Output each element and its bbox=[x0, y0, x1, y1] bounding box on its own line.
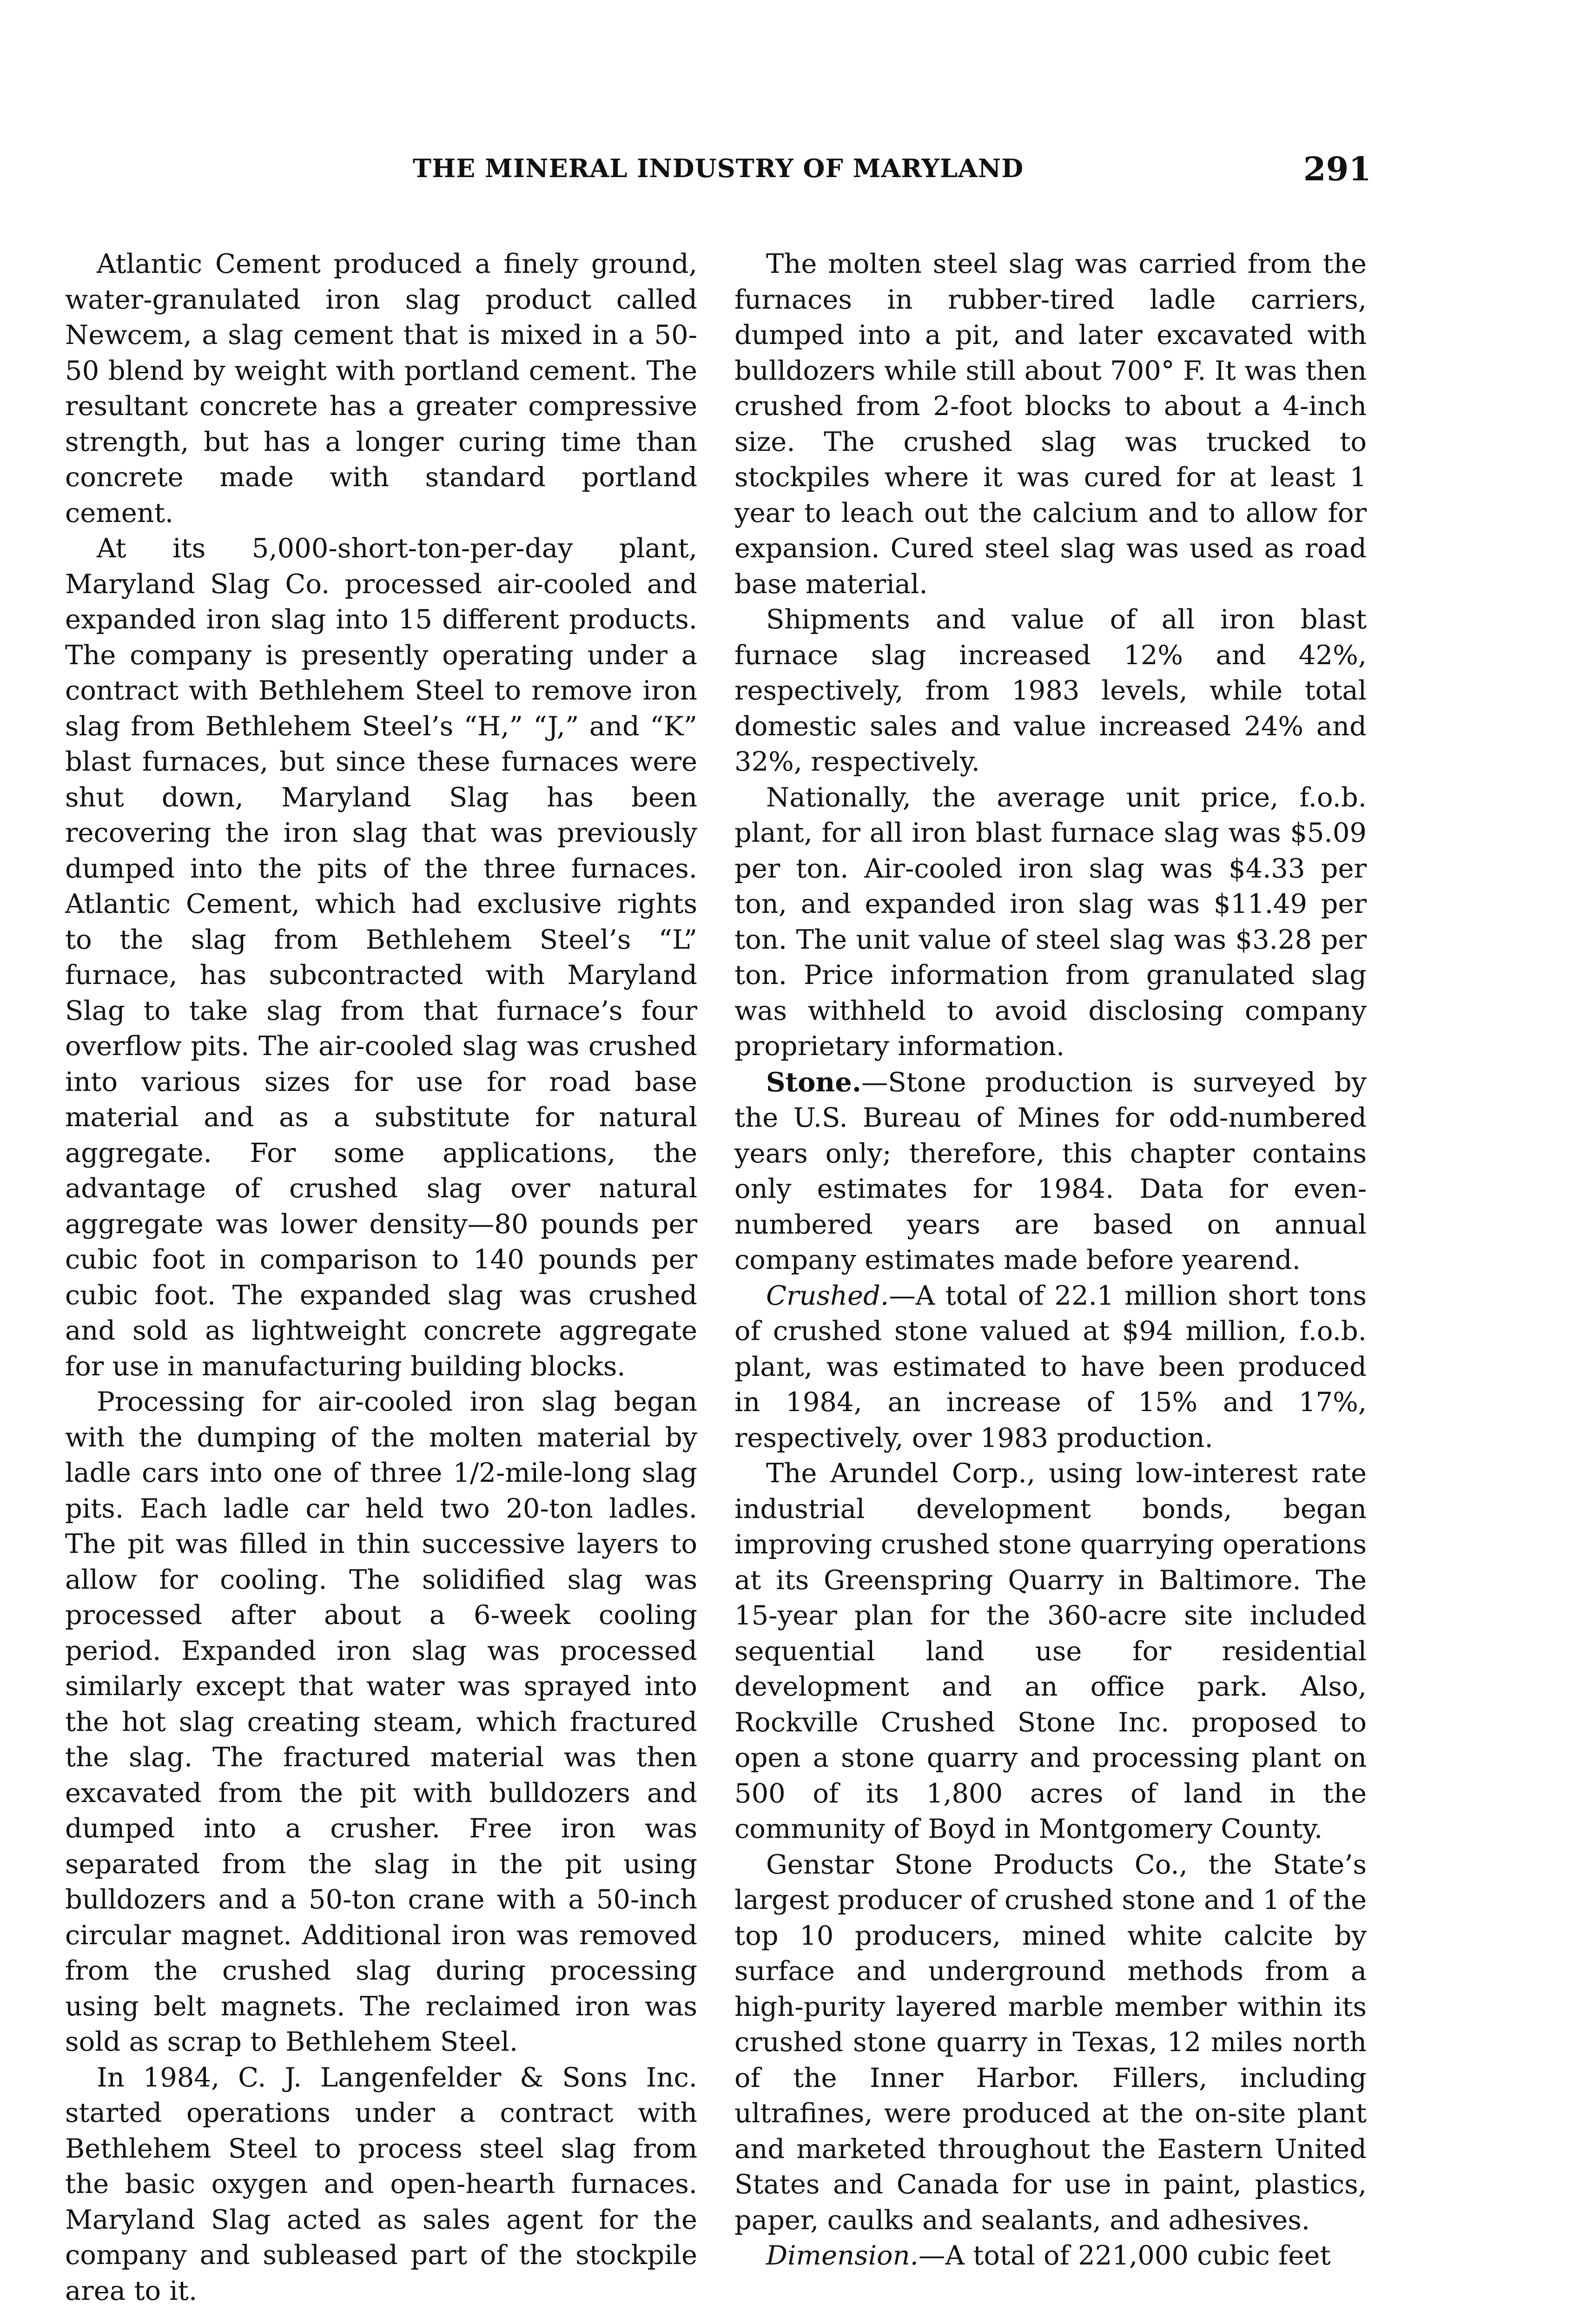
crushed-heading: Crushed. bbox=[766, 1280, 889, 1311]
paragraph-genstar: Genstar Stone Products Co., the State’s largest producer of crushed stone and 1 of the top 10 producers, mined white calcite by surface and underground methods from a high-purity layered marble member within its crushed stone quarry in Texas, 12 miles north of the Inner Harbor. Fillers, including ultrafines, were produced at the on-site plant and marketed throughout the Eastern United States and Canada for use in paint, plastics, paper, caulks and sealants, and adhesives. bbox=[734, 1849, 1367, 2236]
right-column bbox=[734, 246, 1367, 2274]
dimension-text: —A total of 221,000 cubic feet bbox=[918, 2240, 1331, 2271]
section-stone bbox=[734, 1064, 1367, 1278]
paragraph-maryland-slag: At its 5,000-short-ton-per-day plant, Maryland Slag Co. processed air-cooled and expanded iron slag into 15 different products. The company is presently operating under a contract with Bethlehem Steel to remove iron slag from Bethlehem Steel’s “H,” “J,” and “K” blast furnaces, but since these furnaces were shut down, Maryland Slag has been recovering the iron slag that was previously dumped into the pits of the three furnaces. Atlantic Cement, which had exclusive rights to the slag from Bethlehem Steel’s “L” furnace, has subcontracted with Maryland Slag to take slag from that furnace’s four overflow pits. The air-cooled slag was crushed into various sizes for use for road base material and as a substitute for natural aggregate. For some applications, the advantage of crushed slag over natural aggregate was lower density—80 pounds per cubic foot in comparison to 140 pounds per cubic foot. The expanded slag was crushed and sold as lightweight concrete aggregate for use in manufacturing building blocks. bbox=[65, 533, 697, 1382]
left-column bbox=[65, 246, 697, 2309]
stone-heading: Stone. bbox=[766, 1066, 861, 1098]
paragraph-processing: Processing for air-cooled iron slag began with the dumping of the molten material by ladle cars into one of three 1/2-mile-long slag pits. Each ladle car held two 20-ton ladles. The pit was filled in thin successive layers to allow for cooling. The solidified slag was processed after about a 6-week cooling period. Expanded iron slag was processed similarly except that water was sprayed into the hot slag creating steam, which fractured the slag. The fractured material was then excavated from the pit with bulldozers and dumped into a crusher. Free iron was separated from the slag in the pit using bulldozers and a 50-ton crane with a 50-inch circular magnet. Additional iron was removed from the crushed slag during processing using belt magnets. The reclaimed iron was sold as scrap to Bethlehem Steel. bbox=[65, 1386, 697, 2057]
page-number: 291 bbox=[1303, 150, 1371, 188]
paragraph-arundel: The Arundel Corp., using low-interest rate industrial development bonds, began improving crushed stone quarrying operations at its Greenspring Quarry in Baltimore. The 15-year plan for the 360-acre site included sequential land use for residential development and an office park. Also, Rockville Crushed Stone Inc. proposed to open a stone quarry and processing plant on 500 of its 1,800 acres of land in the community of Boyd in Montgomery County. bbox=[734, 1458, 1367, 1844]
paragraph-shipments: Shipments and value of all iron blast furnace slag increased 12% and 42%, respectively, from 1983 levels, while total domestic sales and value increased 24% and 32%, respectively. bbox=[734, 604, 1367, 777]
paragraph-newcem: Atlantic Cement produced a finely ground, water-granulated iron slag product called Newcem, a slag cement that is mixed in a 50-50 blend by weight with portland cement. The resultant concrete has a greater compressive strength, but has a longer curing time than concrete made with standard portland cement. bbox=[65, 248, 697, 528]
dimension-heading: Dimension. bbox=[766, 2240, 919, 2271]
crushed-text: —A total of 22.1 million short tons of crushed stone valued at $94 million, f.o.b. plant, was estimated to have been produced in 1984, an increase of 15% and 17%, respectively, over 1983 production. bbox=[734, 1280, 1367, 1453]
paragraph-steel-slag: The molten steel slag was carried from the furnaces in rubber-tired ladle carriers, dumped into a pit, and later excavated with bulldozers while still about 700° F. It was then crushed from 2-foot blocks to about a 4-inch size. The crushed slag was trucked to stockpiles where it was cured for at least 1 year to leach out the calcium and to allow for expansion. Cured steel slag was used as road base material. bbox=[734, 248, 1367, 600]
paragraph-unit-price: Nationally, the average unit price, f.o.b. plant, for all iron blast furnace slag was $5.09 per ton. Air-cooled iron slag was $4.33 per ton, and expanded iron slag was $11.49 per ton. The unit value of steel slag was $3.28 per ton. Price information from granulated slag was withheld to avoid disclosing company proprietary information. bbox=[734, 781, 1367, 1062]
section-crushed bbox=[734, 1278, 1367, 1456]
stone-text: —Stone production is surveyed by the U.S. Bureau of Mines for odd-numbered years only; therefore, this chapter contains only estimates for 1984. Data for even-numbered years are based on annual company estimates made before yearend. bbox=[734, 1066, 1367, 1275]
paragraph-langenfelder: In 1984, C. J. Langenfelder & Sons Inc. started operations under a contract with Bethlehem Steel to process steel slag from the basic oxygen and open-hearth furnaces. Maryland Slag acted as sales agent for the company and subleased part of the stockpile area to it. bbox=[65, 2061, 697, 2306]
section-dimension bbox=[734, 2238, 1367, 2274]
running-header: THE MINERAL INDUSTRY OF MARYLAND bbox=[412, 153, 1024, 183]
